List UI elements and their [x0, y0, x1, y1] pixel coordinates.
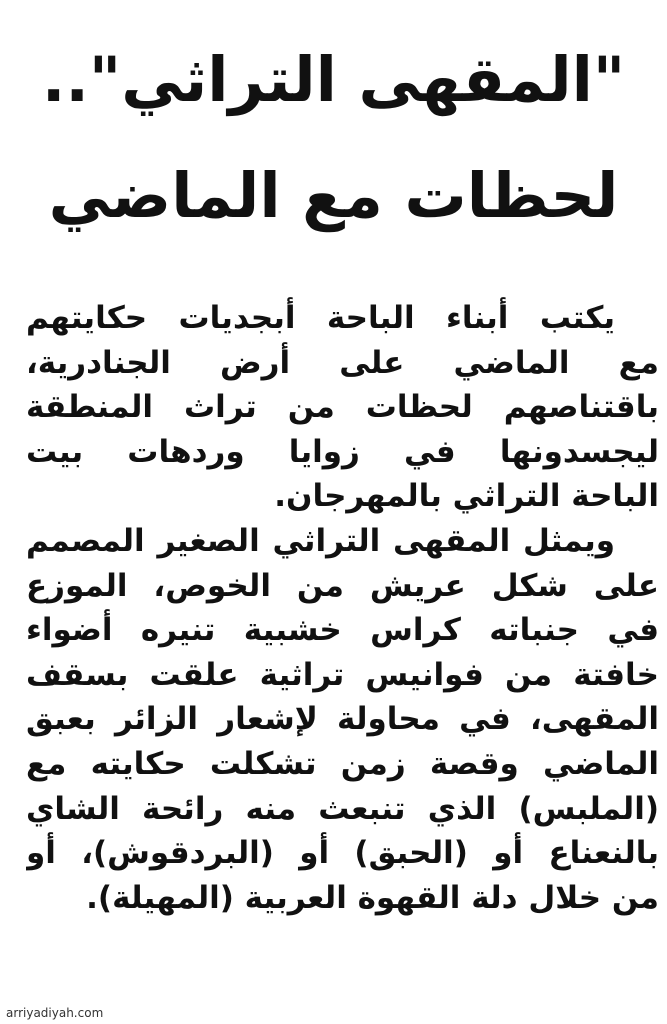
paragraph-2	[26, 519, 659, 920]
body-line: في جنباته كراس خشبية تنيره أضواء	[26, 612, 659, 649]
body-line: الباحة التراثي بالمهرجان.	[274, 478, 659, 515]
body-line: خافتة من فوانيس تراثية علقت بسقف	[26, 656, 659, 693]
headline-line-1: "المقهى التراثي"..	[41, 43, 626, 116]
body-line: مع الماضي على أرض الجنادرية،	[26, 344, 659, 381]
article-body	[26, 296, 659, 920]
body-line: باقتناصهم لحظات من تراث المنطقة	[26, 389, 659, 426]
body-line: المقهى، في محاولة لإشعار الزائر بعبق	[26, 701, 659, 738]
body-line: من خلال دلة القهوة العربية (المهيلة).	[86, 879, 659, 916]
body-line: ويمثل المقهى التراثي الصغير المصمم	[26, 522, 615, 559]
body-line: (الملبس) الذي تنبعث منه رائحة الشاي	[26, 790, 659, 827]
body-line: يكتب أبناء الباحة أبجديات حكايتهم	[26, 300, 615, 336]
body-line: ليجسدونها في زوايا وردهات بيت	[26, 433, 659, 470]
body-line: بالنعناع أو (الحبق) أو (البردقوش)، أو	[26, 835, 659, 872]
headline-line-2: لحظات مع الماضي	[48, 159, 619, 232]
body-line: على شكل عريش من الخوص، الموزع	[26, 567, 659, 604]
headline	[20, 22, 647, 254]
paragraph-1	[26, 296, 659, 519]
source-credit: arriyadiyah.com	[6, 1006, 104, 1020]
body-line: الماضي وقصة زمن تشكلت حكايته مع	[26, 745, 659, 782]
